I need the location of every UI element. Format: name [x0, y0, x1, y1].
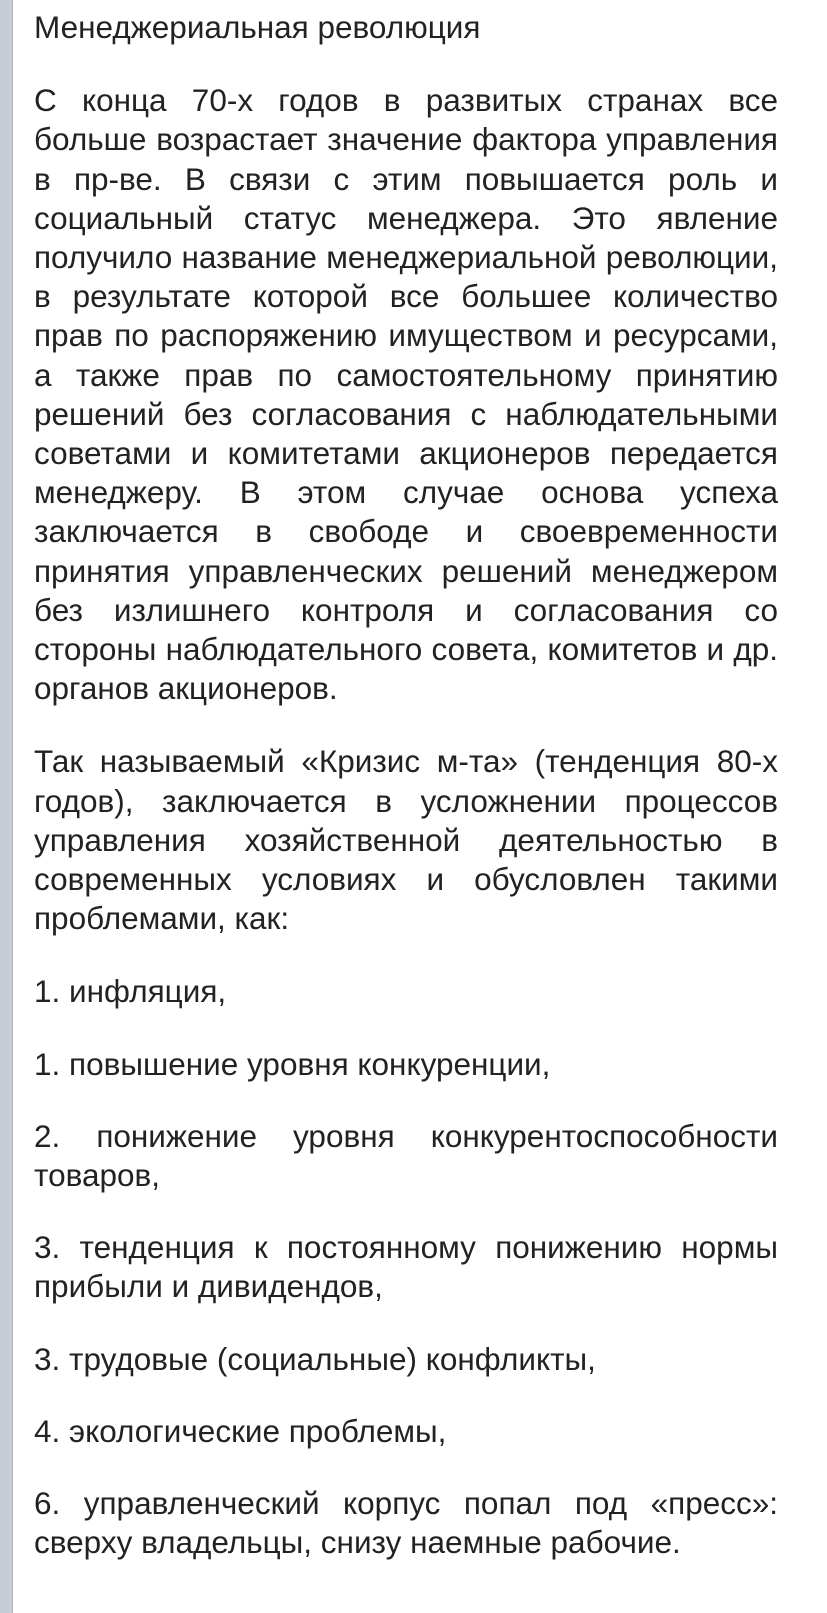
- list-item: 3. трудовые (социальные) конфликты,: [34, 1340, 596, 1377]
- list-item: 1. инфляция,: [34, 973, 227, 1010]
- list-item: 3. тенденция к постоянному понижению нормы прибыли и дивидендов,: [34, 1229, 778, 1305]
- list-item: 1. повышение уровня конкуренции,: [34, 1045, 551, 1082]
- paragraph-managerial-revolution: С конца 70-х годов в развитых странах все больше возрастает значение фактора управления в пр-ве. В связи с этим повышается роль и социальный статус менеджера. Это явление получило название менеджериальной революции, в результате которой все большее количество прав по распоряжению имуществом и ресурсами, а также прав по самостоятельному принятию решений без согласования с наблюдательными советами и комитетами акционеров передается менеджеру. В этом случае основа успеха заключается в свободе и своевременности принятия управленческих решений менеджером без излишнего контроля и согласования со стороны наблюдательного совета, комитетов и др. органов акционеров.: [34, 82, 778, 707]
- list-item: 2. понижение уровня конкурентоспособности товаров,: [34, 1117, 778, 1194]
- page-left-border: [0, 0, 13, 1613]
- list-item: 4. экологические проблемы,: [34, 1412, 447, 1449]
- list-item: 6. управленческий корпус попал под «пресс»: сверху владельцы, снизу наемные рабочие.: [34, 1485, 778, 1561]
- document-body: [34, 8, 778, 1563]
- paragraph-management-crisis: Так называемый «Кризис м-та» (тенденция 80-х годов), заключается в усложнении процессов управления хозяйственной деятельностью в современных условиях и обусловлен такими проблемами, как:: [34, 743, 778, 937]
- document-title: Менеджериальная революция: [34, 9, 481, 45]
